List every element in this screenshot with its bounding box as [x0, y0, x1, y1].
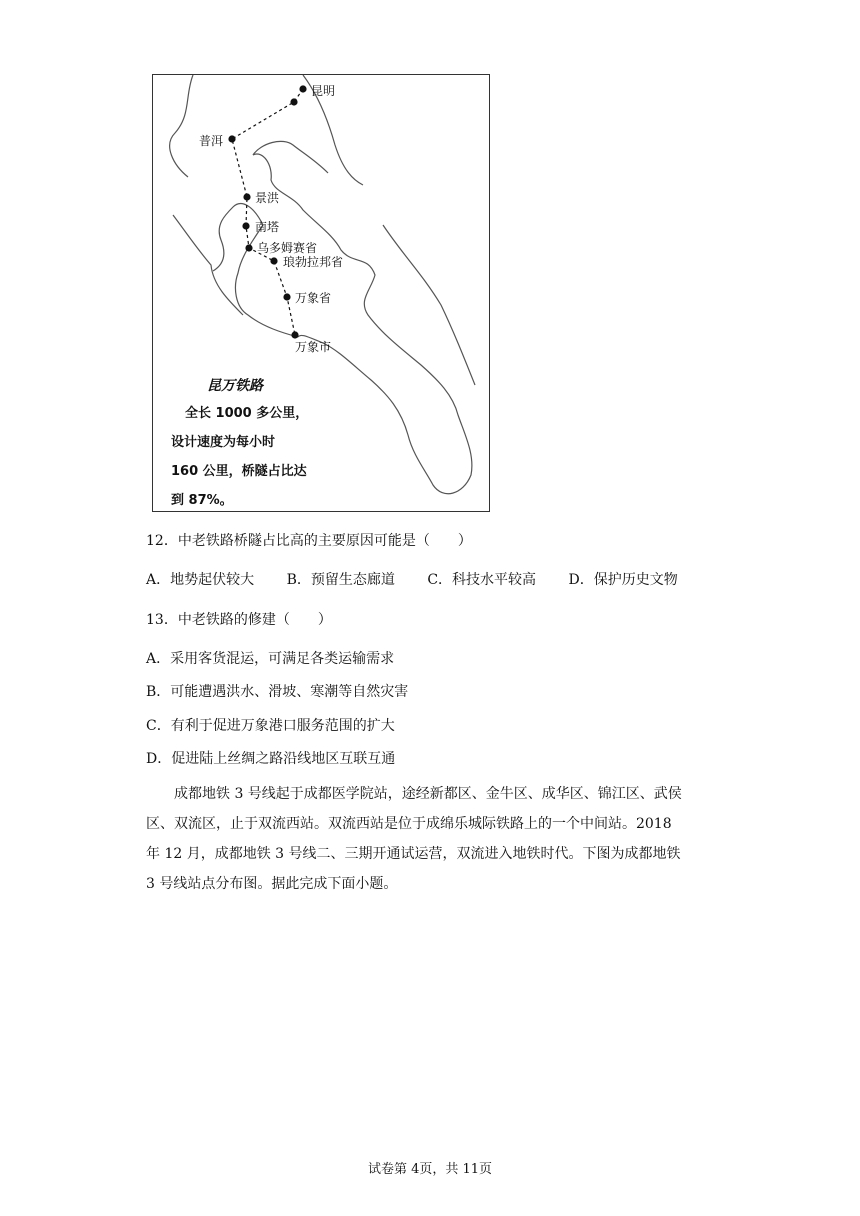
station-dot [242, 222, 249, 229]
option-c: C．有利于促进万象港口服务范围的扩大 [146, 718, 395, 734]
map-desc-line: 160 公里，桥隧占比达 [171, 464, 307, 479]
option-d: D．保护历史文物 [568, 572, 678, 588]
station-dot [245, 244, 252, 251]
passage-line: 3 号线站点分布图。据此完成下面小题。 [146, 876, 398, 892]
map-desc-line: 到 87%。 [171, 493, 233, 508]
option-a: A．地势起伏较大 [146, 572, 255, 588]
border-west [170, 75, 193, 177]
station-dot [299, 85, 306, 92]
map-desc-line: 设计速度为每小时 [171, 435, 276, 450]
station-label-luangprabang: 琅勃拉邦省 [283, 255, 344, 269]
station-label-kunming: 昆明 [311, 84, 336, 98]
station-dot [228, 135, 235, 142]
passage-line: 年 12 月，成都地铁 3 号线二、三期开通试运营，双流进入地铁时代。下图为成都地铁 [146, 846, 681, 862]
railway-route [232, 89, 303, 335]
station-label-vientiane-city: 万象市 [295, 340, 332, 354]
map-description [171, 399, 321, 515]
station-dot [283, 293, 290, 300]
question-12-stem: 12．中老铁路桥隧占比高的主要原因可能是（ ） [146, 533, 472, 549]
map-title: 昆万铁路 [207, 378, 263, 394]
station-label-oudomxay: 乌多姆赛省 [257, 241, 318, 255]
option-d: D．促进陆上丝绸之路沿线地区互联互通 [146, 751, 396, 767]
passage [146, 779, 726, 899]
station-dot [243, 193, 250, 200]
station-dot [270, 257, 277, 264]
railway-map [152, 74, 490, 512]
option-b: B．预留生态廊道 [286, 572, 395, 588]
passage-line: 成都地铁 3 号线起于成都医学院站，途经新都区、金牛区、成华区、锦江区、武侯 [174, 786, 682, 802]
passage-line: 区、双流区，止于双流西站。双流西站是位于成绵乐城际铁路上的一个中间站。2018 [146, 816, 672, 832]
option-c: C．科技水平较高 [427, 572, 537, 588]
option-b: B．可能遭遇洪水、滑坡、寒潮等自然灾害 [146, 684, 409, 700]
station-label-jinghong: 景洪 [255, 191, 280, 205]
map-desc-line: 全长 1000 多公里， [185, 406, 309, 421]
question-13-stem: 13．中老铁路的修建（ ） [146, 612, 332, 628]
option-a: A．采用客货混运，可满足各类运输需求 [146, 651, 395, 667]
station-label-puer: 普洱 [199, 134, 224, 148]
station-label-nanta: 南塔 [255, 220, 280, 234]
station-label-vientiane-province: 万象省 [295, 291, 332, 305]
page-footer: 试卷第 4页，共 11页 [367, 1162, 493, 1177]
border-thai [173, 215, 243, 315]
question-12-options [146, 569, 706, 589]
station-dot [290, 98, 297, 105]
coast-east [383, 225, 475, 385]
